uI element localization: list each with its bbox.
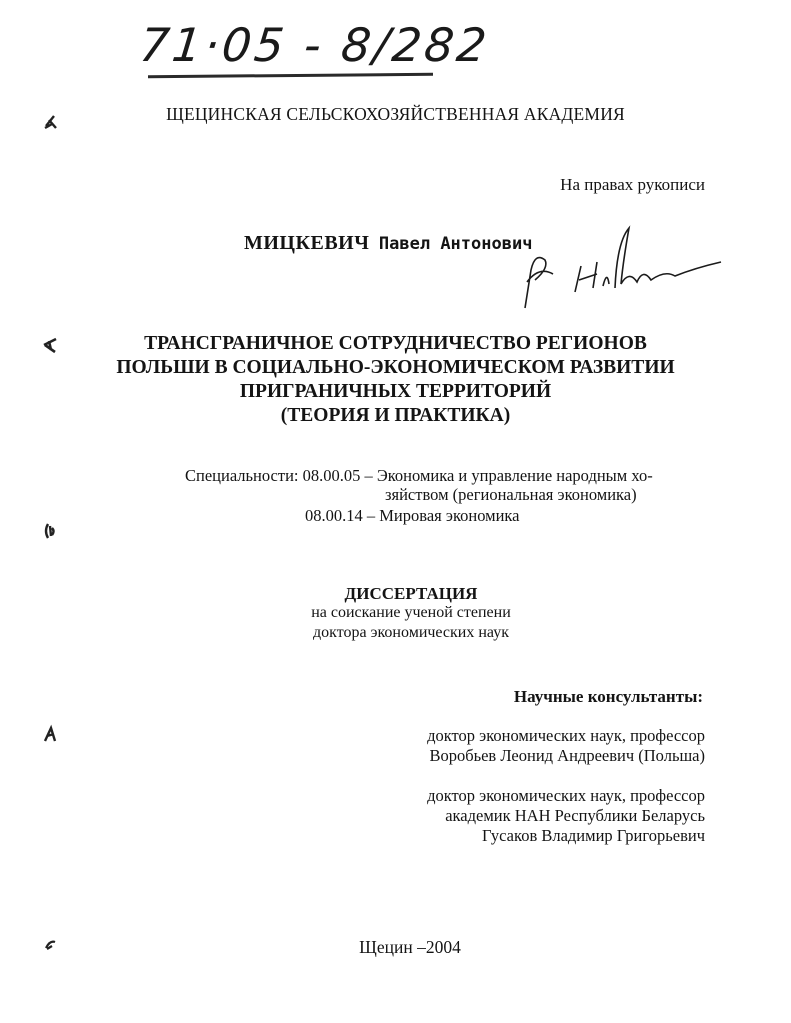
author-given-name: Павел Антонович <box>378 234 533 254</box>
author-name <box>244 232 532 255</box>
consultant-line: Гусаков Владимир Григорьевич <box>482 826 705 845</box>
handwritten-catalog-code: 71·05 - 8/282 <box>137 18 492 72</box>
specialty-line: Специальности: 08.00.05 – Экономика и управление народным хо- <box>185 466 653 485</box>
handwritten-underline <box>148 73 433 78</box>
author-surname: МИЦКЕВИЧ <box>244 232 370 254</box>
binding-mark-icon <box>40 520 62 542</box>
title-line: ПОЛЬШИ В СОЦИАЛЬНО-ЭКОНОМИЧЕСКОМ РАЗВИТИИ <box>116 357 675 378</box>
consultants-heading: Научные консультанты: <box>513 687 703 706</box>
consultant-line: доктор экономических наук, профессор <box>427 726 705 745</box>
specialty-line: зяйством (региональная экономика) <box>385 485 637 504</box>
degree-line: доктора экономических наук <box>313 624 509 641</box>
academy-name: ЩЕЦИНСКАЯ СЕЛЬСКОХОЗЯЙСТВЕННАЯ АКАДЕМИЯ <box>166 104 625 124</box>
title-line: ПРИГРАНИЧНЫХ ТЕРРИТОРИЙ <box>239 381 552 402</box>
title-line: ТРАНСГРАНИЧНОЕ СОТРУДНИЧЕСТВО РЕГИОНОВ <box>144 333 647 354</box>
consultant-line: Воробьев Леонид Андреевич (Польша) <box>429 746 705 765</box>
manuscript-rights-note: На правах рукописи <box>560 175 705 194</box>
author-signature <box>505 222 735 314</box>
dissertation-title <box>0 332 791 428</box>
title-line: (ТЕОРИЯ И ПРАКТИКА) <box>280 405 511 426</box>
dissertation-heading: ДИССЕРТАЦИЯ <box>344 584 478 603</box>
consultant-line: академик НАН Республики Беларусь <box>445 806 705 825</box>
city-year: Щецин –2004 <box>359 937 461 957</box>
degree-line: на соискание ученой степени <box>311 604 511 621</box>
consultant-line: доктор экономических наук, профессор <box>427 786 705 805</box>
specialty-line: 08.00.14 – Мировая экономика <box>305 506 520 525</box>
binding-mark-icon <box>40 724 62 746</box>
